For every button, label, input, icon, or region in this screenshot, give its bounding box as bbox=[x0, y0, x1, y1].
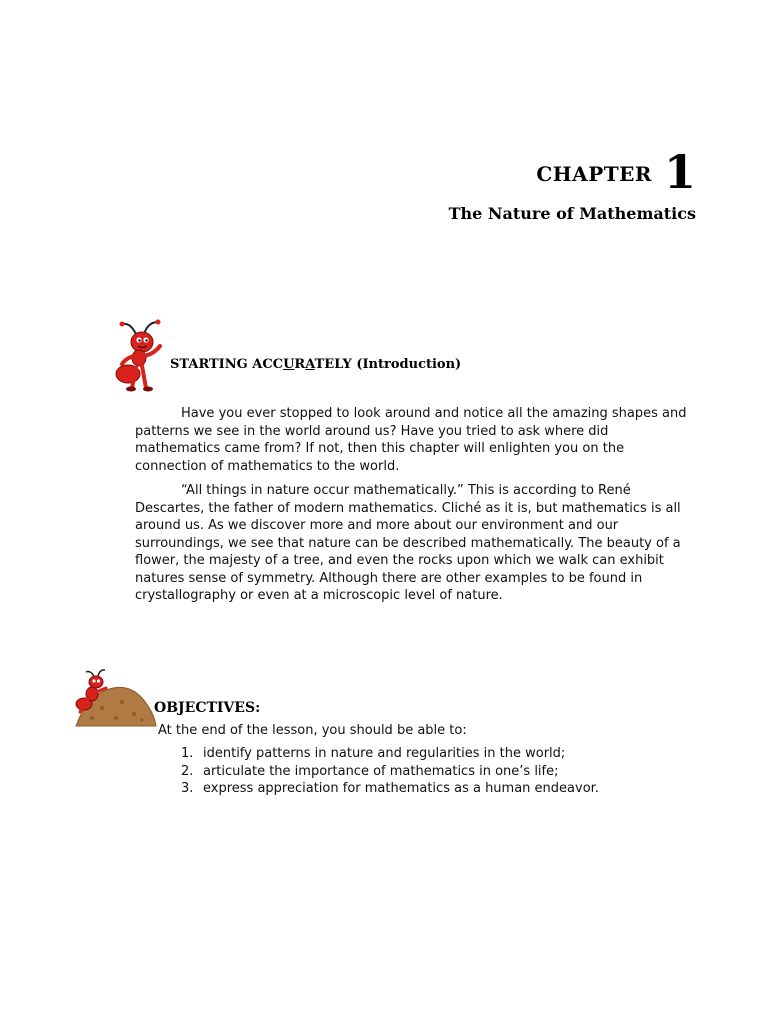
chapter-number: 1 bbox=[663, 145, 696, 199]
list-item bbox=[181, 745, 599, 763]
intro-heading bbox=[170, 357, 461, 372]
intro-heading-part: STARTING ACC bbox=[170, 357, 284, 372]
objectives-intro: At the end of the lesson, you should be able to: bbox=[158, 723, 467, 738]
ant-waving-icon bbox=[106, 318, 172, 392]
chapter-heading bbox=[536, 145, 696, 199]
list-item-number: 1. bbox=[181, 746, 194, 761]
list-item-text: express appreciation for mathematics as a human endeavor. bbox=[203, 781, 599, 796]
list-item bbox=[181, 763, 599, 781]
chapter-title: The Nature of Mathematics bbox=[448, 204, 696, 223]
intro-heading-part: R bbox=[294, 357, 306, 372]
intro-heading-suffix: (Introduction) bbox=[356, 357, 462, 372]
list-item bbox=[181, 780, 599, 798]
intro-heading-part: TELY bbox=[314, 357, 352, 372]
intro-heading-underlined-u: U bbox=[283, 357, 295, 372]
list-item-number: 2. bbox=[181, 763, 194, 779]
intro-heading-underlined-a: A bbox=[305, 357, 315, 372]
objectives-list bbox=[181, 745, 599, 798]
chapter-word: CHAPTER bbox=[536, 162, 652, 186]
objectives-heading: OBJECTIVES: bbox=[154, 700, 261, 716]
intro-paragraph-2: “All things in nature occur mathematically.” This is according to René Descartes, the father of modern mathematics. Cliché as it is, but mathematics is all around us. As we discover more and more about our environment and our surroundings, we see that nature can be described mathematically. The beauty of a flower, the majesty of a tree, and even the rocks upon which we walk can exhibit natures sense of symmetry. Although there are other examples to be found in crystallography or even at a microscopic level of nature. bbox=[135, 483, 681, 603]
list-item-text: articulate the importance of mathematics in one’s life; bbox=[203, 763, 559, 779]
list-item-number: 3. bbox=[181, 781, 194, 796]
intro-paragraph-1: Have you ever stopped to look around and notice all the amazing shapes and patterns we see in the world around us? Have you tried to ask where did mathematics came from? If not, then this chapter will enlighten you on the connection of mathematics to the world. bbox=[135, 406, 687, 474]
list-item-text: identify patterns in nature and regularities in the world; bbox=[203, 746, 566, 761]
ant-on-dirt-mound-icon bbox=[72, 668, 158, 730]
